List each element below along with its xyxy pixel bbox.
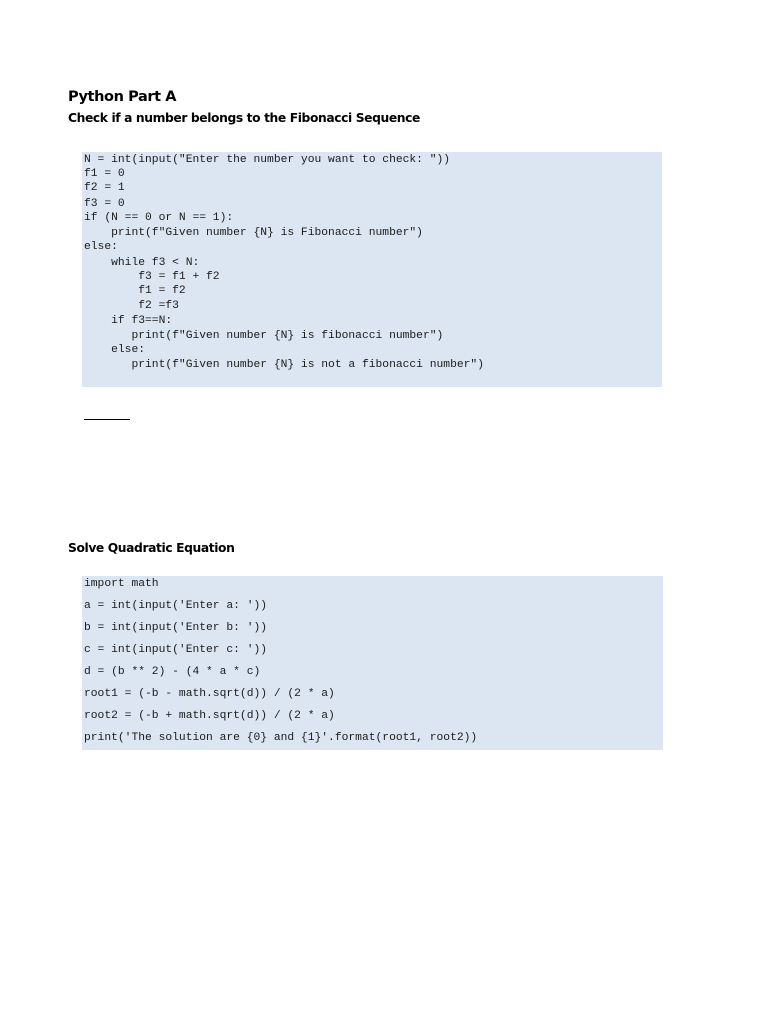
code-line: while f3 < N:: [84, 257, 200, 269]
code-line: d = (b ** 2) - (4 * a * c): [84, 666, 261, 678]
code-line: else:: [84, 241, 118, 253]
code-line: f2 = 1: [84, 182, 125, 194]
separator-line: [84, 419, 130, 420]
section2-heading: Solve Quadratic Equation: [68, 541, 235, 555]
quadratic-code-block: [82, 576, 663, 750]
code-line: print('The solution are {0} and {1}'.format(root1, root2)): [84, 732, 478, 744]
code-line: print(f"Given number {N} is Fibonacci number"): [84, 227, 423, 239]
fibonacci-code-block: [82, 152, 662, 387]
code-line: f2 =f3: [84, 300, 179, 312]
code-line: f3 = f1 + f2: [84, 271, 220, 283]
code-line: import math: [84, 578, 159, 590]
code-line: N = int(input("Enter the number you want to check: ")): [84, 154, 451, 166]
code-line: if f3==N:: [84, 315, 173, 327]
code-line: root1 = (-b - math.sqrt(d)) / (2 * a): [84, 688, 335, 700]
code-line: print(f"Given number {N} is not a fibonacci number"): [84, 359, 484, 371]
code-line: print(f"Given number {N} is fibonacci number"): [84, 330, 444, 342]
code-line: a = int(input('Enter a: ')): [84, 600, 268, 612]
code-line: f1 = 0: [84, 168, 125, 180]
code-line: if (N == 0 or N == 1):: [84, 212, 234, 224]
section1-heading: Check if a number belongs to the Fibonacci Sequence: [68, 111, 420, 125]
code-line: c = int(input('Enter c: ')): [84, 644, 268, 656]
code-line: f3 = 0: [84, 198, 125, 210]
code-line: f1 = f2: [84, 285, 186, 297]
code-line: else:: [84, 344, 146, 356]
code-line: root2 = (-b + math.sqrt(d)) / (2 * a): [84, 710, 335, 722]
code-line: b = int(input('Enter b: ')): [84, 622, 268, 634]
page-title: Python Part A: [68, 89, 177, 105]
